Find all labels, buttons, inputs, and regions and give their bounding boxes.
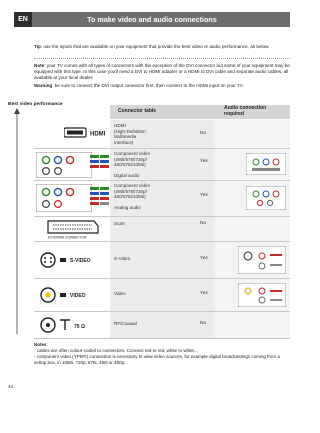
audio-required: Yes: [200, 291, 208, 296]
quality-arrow-icon: [10, 108, 24, 338]
device-audio-out-icon: [246, 186, 286, 210]
tip-paragraph: [34, 44, 290, 50]
note-text: : your TV comes with all types of connectors with the exception of the DVI connector but some of your equipment may be equipped with this type. In this case you'll need a DVI to HDMI adapter or a HDMI to DVI cable and separate audio cables, all available at your local dealer.: [34, 63, 290, 81]
page-number: 44: [8, 384, 14, 389]
notes-section: Notes: - cables are often colour-coded to connectors. Connect red to red, white to white... - component video (YPbPr) connection is necessary to view video sources, for example digital broadcastings coming from a settop box, in 1080i, 720p, 576i, 480i or 480p.: [34, 342, 290, 366]
device-audio-out-icon: [246, 153, 286, 175]
audio-required: Yes: [200, 193, 208, 198]
table-row-video: [34, 279, 290, 312]
hdmi-connector-icon: [64, 126, 110, 140]
notes-title: Notes: [34, 342, 47, 347]
svideo-connector-icon: [38, 250, 110, 270]
svg-text:VIDEO: VIDEO: [70, 293, 86, 299]
audio-required: Yes: [200, 256, 208, 261]
cable-plugs-icon: [88, 153, 112, 175]
table-row-rf-coaxial: [34, 312, 290, 339]
best-video-label: Best video performance: [8, 102, 63, 107]
warning-text: : be sure to connect the DVI output connector first, then connect to the HDMI input on your TV.: [52, 83, 244, 88]
svg-text:EXTERNAL/CONNECTOR: EXTERNAL/CONNECTOR: [48, 235, 87, 239]
component-connector-icon: [36, 184, 92, 212]
divider: [34, 58, 290, 59]
audio-required: No: [200, 321, 207, 326]
table-row-svideo: [34, 242, 290, 279]
column-header-connector: Connector table: [118, 108, 157, 114]
svg-text:75 Ω: 75 Ω: [74, 324, 85, 330]
section-title: To make video and audio connections: [87, 15, 217, 24]
note-paragraph: [34, 63, 290, 82]
device-audio-out-icon: [238, 283, 286, 307]
svg-text:S-VIDEO: S-VIDEO: [70, 258, 91, 264]
connector-name: Component video (480i/576i/720p/ 480/576i/1080i) Digital audio: [114, 151, 151, 179]
scart-connector-icon: [44, 219, 108, 239]
table-row-component-digital: [34, 149, 290, 181]
connector-name: Component video (480i/576i/720p/ 480/576i/1080i) Analog audio: [114, 183, 151, 211]
device-audio-out-icon: [238, 246, 286, 274]
connector-name: RF/Coaxial: [114, 321, 137, 326]
antenna-connector-icon: [38, 316, 110, 334]
audio-required: Yes: [200, 159, 208, 164]
connector-name: HDMI (High-Definition Multimedia Interface): [114, 123, 146, 145]
table-row-scart: [34, 217, 290, 242]
section-header: [14, 12, 290, 27]
column-header-audio: Audio connection required: [224, 105, 267, 117]
audio-required: No: [200, 131, 207, 136]
table-row-component-analog: [34, 181, 290, 217]
notes-line: - component video (YPbPr) connection is necessary to view video sources, for example digital broadcastings coming from a settop box, in 1080i, 720p, 576i, 480i or 480p.: [34, 354, 280, 365]
svg-text:HDMI: HDMI: [90, 131, 106, 138]
connector-name: S-Video: [114, 256, 131, 261]
warning-paragraph: [34, 83, 290, 89]
component-connector-icon: [36, 152, 92, 178]
table-header: [110, 105, 290, 119]
video-connector-icon: [38, 285, 110, 305]
tip-label: Tip: [34, 44, 41, 49]
warning-label: Warning: [34, 83, 53, 88]
connector-name: Video: [114, 291, 126, 296]
notes-line: - cables are often colour-coded to connectors. Connect red to red, white to white...: [34, 348, 198, 353]
note-label: Note: [34, 63, 45, 68]
language-tag: EN: [14, 12, 32, 27]
tip-text: : use the inputs that are available on your equipment that provide the best video or audio performance, as below.: [40, 44, 270, 49]
table-row-hdmi: [34, 120, 290, 149]
audio-required: No: [200, 221, 207, 226]
connector-name: Scart: [114, 221, 125, 226]
cable-plugs-icon: [88, 185, 112, 209]
